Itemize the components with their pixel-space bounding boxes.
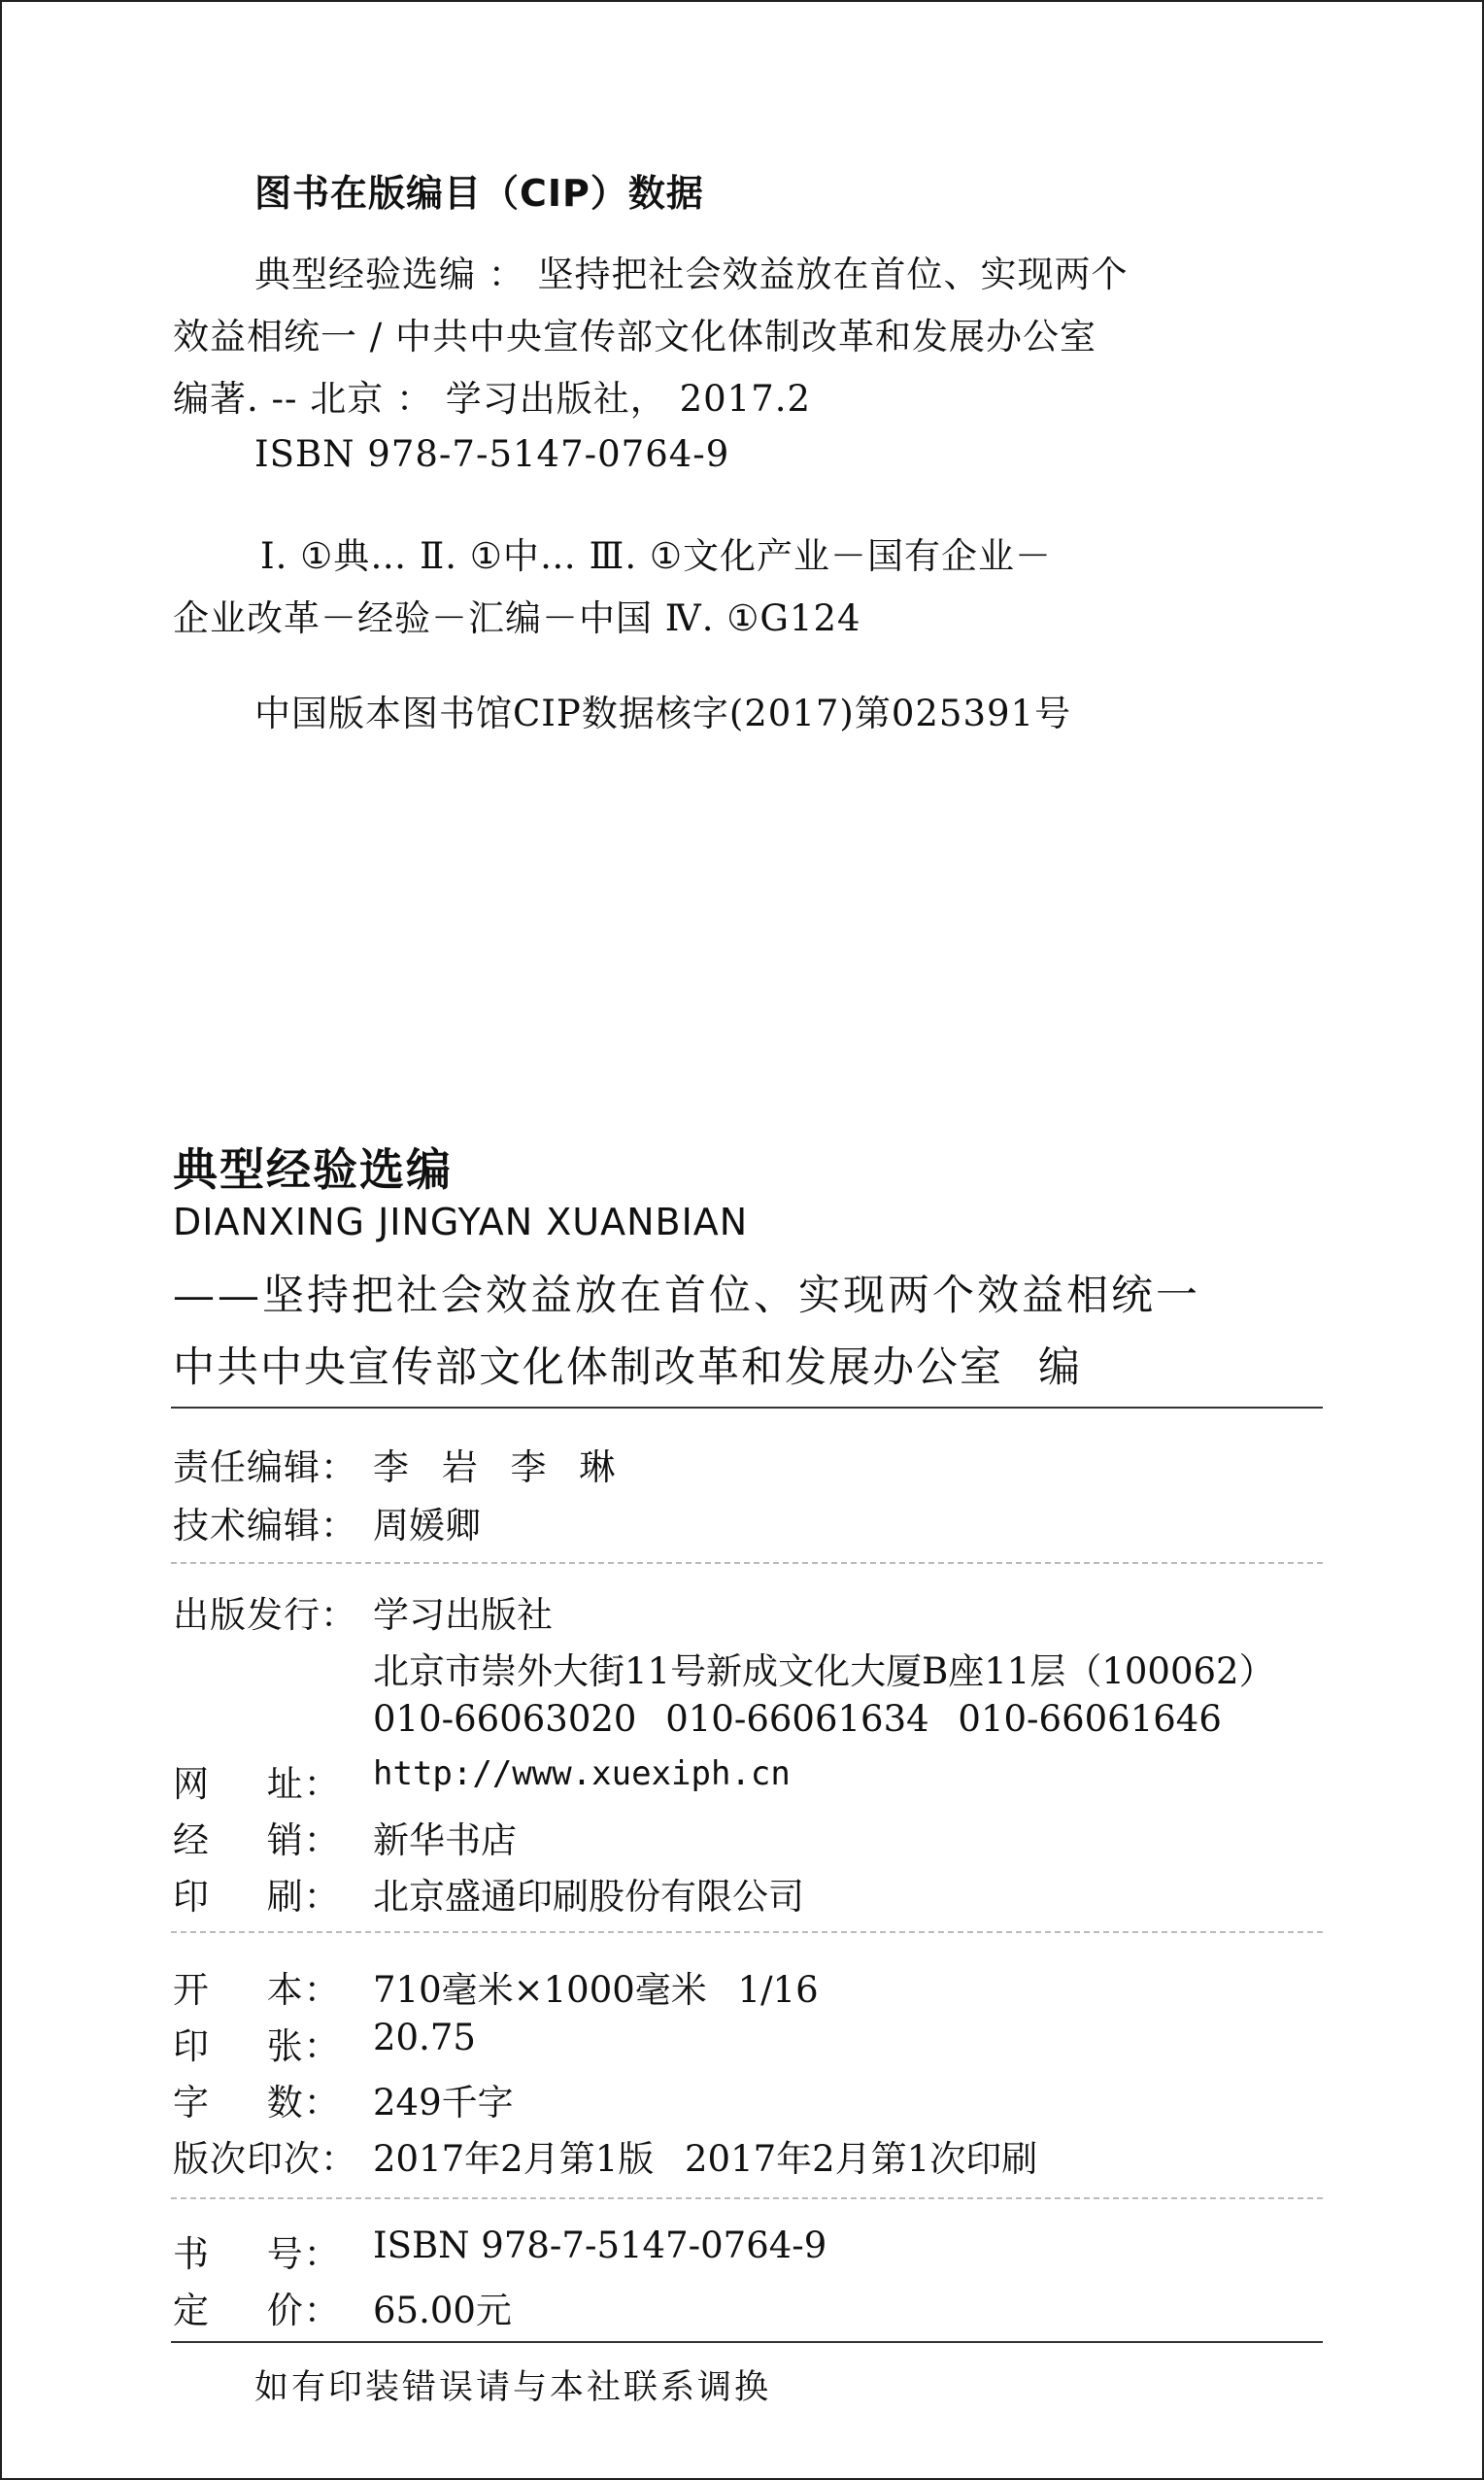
editor-value: 李 岩 李 琳: [373, 1446, 616, 1488]
publisher-phones: 010-66063020 010-66061634 010-66061646: [373, 1698, 1222, 1740]
words-label: 字 数：: [173, 2082, 341, 2123]
format-label: 开 本：: [173, 1969, 341, 2011]
edition-row: [173, 2129, 1038, 2182]
editor-row: [173, 1438, 616, 1490]
sheets-row: [173, 2017, 476, 2069]
section-divider-dashed-2: [171, 1931, 1323, 1933]
printer-value: 北京盛通印刷股份有限公司: [373, 1876, 804, 1918]
format-row: [173, 1960, 819, 2013]
cip-entry-line-2: 效益相统一 / 中共中央宣传部文化体制改革和发展办公室: [173, 316, 1096, 357]
cip-record-number: 中国版本图书馆CIP数据核字(2017)第025391号: [254, 693, 1072, 734]
edition-value: 2017年2月第1版 2017年2月第1次印刷: [373, 2138, 1038, 2180]
cip-classification-line-1: Ⅰ. ①典… Ⅱ. ①中… Ⅲ. ①文化产业－国有企业－: [260, 535, 1053, 577]
sheets-label: 印 张：: [173, 2025, 341, 2067]
website-link[interactable]: http://www.xuexiph.cn: [373, 1754, 791, 1793]
book-author-name: 中共中央宣传部文化体制改革和发展办公室: [173, 1343, 1003, 1392]
distributor-label: 经 销：: [173, 1819, 341, 1861]
publisher-row: [173, 1585, 553, 1638]
website-row: [173, 1754, 791, 1807]
book-pinyin-title: DIANXING JINGYAN XUANBIAN: [173, 1201, 749, 1243]
edition-label: 版次印次：: [173, 2138, 357, 2180]
book-title: 典型经验选编: [173, 1143, 453, 1196]
price-row: [173, 2281, 512, 2333]
words-row: [173, 2073, 514, 2125]
section-divider-top: [171, 1407, 1323, 1409]
distributor-row: [173, 1811, 517, 1863]
tech-editor-row: [173, 1496, 481, 1548]
isbn-row: [173, 2225, 827, 2277]
section-divider-dashed-1: [171, 1562, 1323, 1564]
footer-note: 如有印装错误请与本社联系调换: [254, 2368, 772, 2407]
cip-isbn-line: ISBN 978-7-5147-0764-9: [254, 433, 730, 475]
isbn-label: 书 号：: [173, 2233, 341, 2275]
publisher-name: 学习出版社: [373, 1594, 553, 1636]
price-label: 定 价：: [173, 2290, 341, 2331]
printer-row: [173, 1867, 804, 1919]
cip-entry-line-1: 典型经验选编 ： 坚持把社会效益放在首位、实现两个: [254, 254, 1129, 295]
section-divider-bottom: [171, 2341, 1323, 2343]
sheets-value: 20.75: [373, 2017, 476, 2058]
isbn-value: ISBN 978-7-5147-0764-9: [373, 2225, 827, 2266]
format-value: 710毫米×1000毫米 1/16: [373, 1969, 819, 2011]
distributor-value: 新华书店: [373, 1819, 517, 1861]
words-value: 249千字: [373, 2082, 514, 2123]
publisher-address: 北京市崇外大街11号新成文化大厦B座11层（100062）: [373, 1650, 1275, 1692]
cip-classification-line-2: 企业改革－经验－汇编－中国 Ⅳ. ①G124: [173, 597, 861, 639]
tech-editor-value: 周媛卿: [373, 1505, 481, 1546]
editor-label: 责任编辑：: [173, 1446, 357, 1488]
book-author: [173, 1335, 1082, 1394]
price-value: 65.00元: [373, 2290, 512, 2331]
section-divider-dashed-3: [171, 2197, 1323, 2199]
book-subtitle: ——坚持把社会效益放在首位、实现两个效益相统一: [173, 1272, 1200, 1320]
website-label: 网 址：: [173, 1763, 341, 1805]
cip-entry-line-3: 编著. -- 北京 ： 学习出版社， 2017.2: [173, 378, 812, 420]
tech-editor-label: 技术编辑：: [173, 1505, 357, 1546]
book-author-role: 编: [1038, 1343, 1082, 1392]
printer-label: 印 刷：: [173, 1876, 341, 1918]
publisher-label: 出版发行：: [173, 1594, 357, 1636]
cip-heading: 图书在版编目（CIP）数据: [254, 172, 704, 215]
